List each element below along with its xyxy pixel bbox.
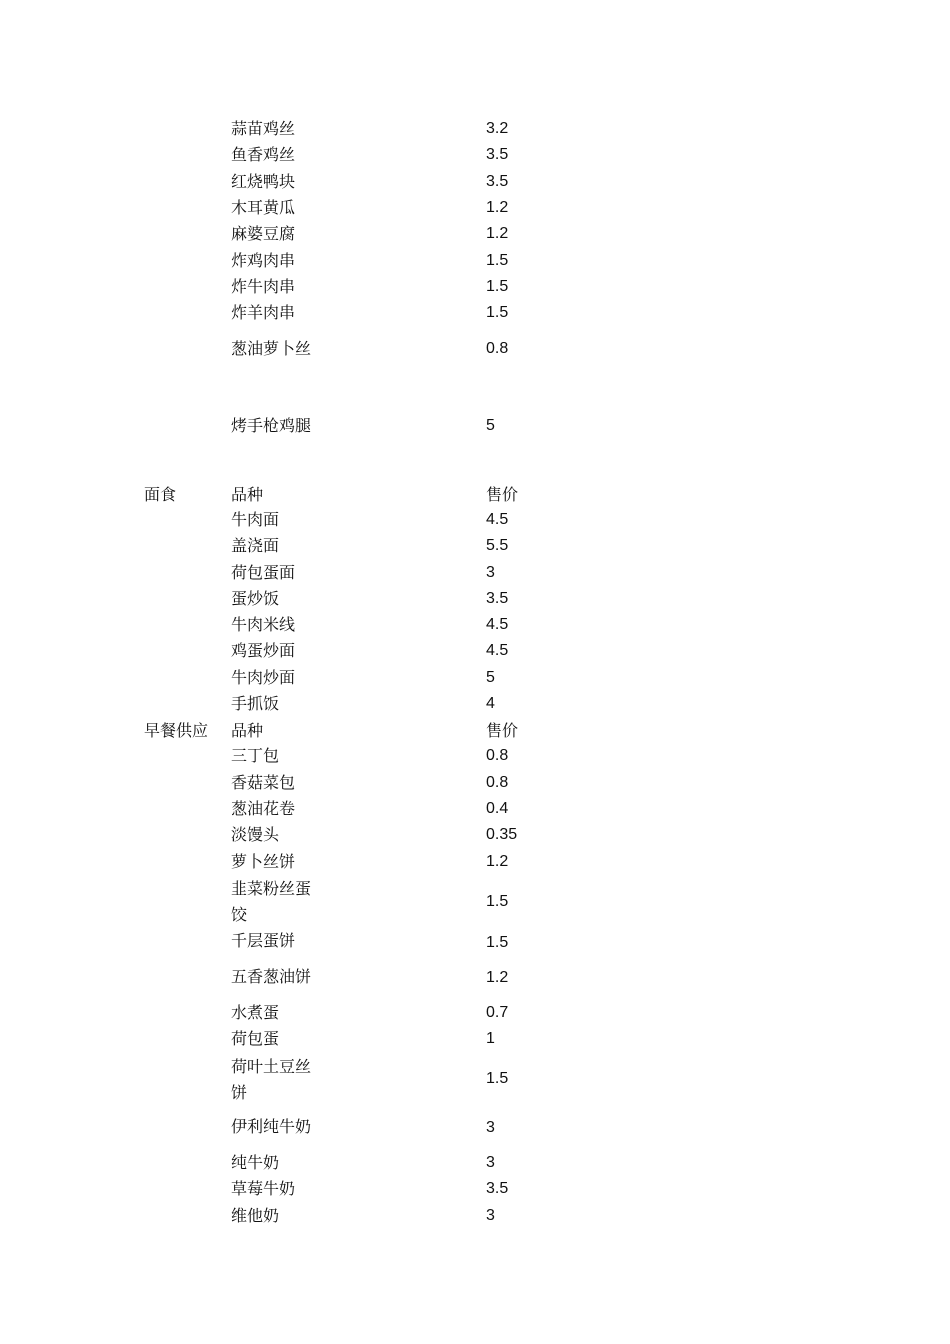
item-name: 炸牛肉串 [231, 277, 296, 296]
item-name: 红烧鸭块 [231, 172, 296, 191]
item-name: 萝卜丝饼 [231, 852, 296, 871]
item-name: 炸鸡肉串 [231, 251, 296, 270]
item-name: 牛肉米线 [231, 615, 296, 634]
item-name: 香菇菜包 [231, 773, 296, 792]
item-price: 3.5 [486, 173, 509, 190]
item-name: 荷包蛋 [231, 1029, 280, 1048]
item-name: 盖浇面 [231, 536, 280, 555]
item-price: 1.2 [486, 969, 509, 986]
item-name: 三丁包 [231, 746, 280, 765]
item-price: 3.2 [486, 120, 509, 137]
item-name: 韭菜粉丝蛋饺 [231, 879, 312, 924]
item-price: 0.7 [486, 1004, 509, 1021]
item-price: 1 [486, 1030, 495, 1047]
item-name: 葱油萝卜丝 [231, 339, 312, 358]
item-price: 1.2 [486, 199, 509, 216]
item-name: 维他奶 [231, 1206, 280, 1225]
item-price: 0.4 [486, 800, 509, 817]
item-price: 5.5 [486, 537, 509, 554]
column-header-name: 品种 [231, 485, 264, 504]
item-price: 1.5 [486, 893, 509, 910]
item-price: 3 [486, 564, 495, 581]
column-header-name: 品种 [231, 721, 264, 740]
item-price: 3.5 [486, 146, 509, 163]
item-price: 4 [486, 695, 495, 712]
item-price: 5 [486, 417, 495, 434]
item-price: 0.8 [486, 774, 509, 791]
item-name: 麻婆豆腐 [231, 224, 296, 243]
item-price: 4.5 [486, 642, 509, 659]
item-price: 5 [486, 669, 495, 686]
item-name: 牛肉炒面 [231, 668, 296, 687]
item-price: 3 [486, 1119, 495, 1136]
item-price: 1.5 [486, 278, 509, 295]
item-name: 葱油花卷 [231, 799, 296, 818]
item-name: 荷叶土豆丝饼 [231, 1057, 312, 1102]
item-name: 纯牛奶 [231, 1153, 280, 1172]
item-price: 4.5 [486, 616, 509, 633]
item-name: 鱼香鸡丝 [231, 145, 296, 164]
item-name: 千层蛋饼 [231, 931, 296, 950]
item-price: 1.5 [486, 252, 509, 269]
item-price: 1.5 [486, 304, 509, 321]
item-price: 0.8 [486, 747, 509, 764]
item-price: 1.2 [486, 225, 509, 242]
column-header-price: 售价 [486, 485, 519, 504]
item-name: 木耳黄瓜 [231, 198, 296, 217]
item-name: 蛋炒饭 [231, 589, 280, 608]
item-price: 1.5 [486, 934, 509, 951]
item-name: 五香葱油饼 [231, 967, 312, 986]
item-name: 蒜苗鸡丝 [231, 119, 296, 138]
item-name: 牛肉面 [231, 510, 280, 529]
column-header-price: 售价 [486, 721, 519, 740]
item-name: 淡馒头 [231, 825, 280, 844]
item-price: 0.35 [486, 826, 518, 843]
item-name: 水煮蛋 [231, 1003, 280, 1022]
item-price: 4.5 [486, 511, 509, 528]
item-name: 手抓饭 [231, 694, 280, 713]
item-name: 鸡蛋炒面 [231, 641, 296, 660]
item-price: 1.2 [486, 853, 509, 870]
category-label: 面食 [144, 485, 177, 504]
category-label: 早餐供应 [144, 721, 209, 740]
item-price: 3 [486, 1154, 495, 1171]
item-price: 0.8 [486, 340, 509, 357]
item-price: 3.5 [486, 590, 509, 607]
item-price: 3.5 [486, 1180, 509, 1197]
item-name: 炸羊肉串 [231, 303, 296, 322]
item-name: 荷包蛋面 [231, 563, 296, 582]
item-price: 3 [486, 1207, 495, 1224]
item-name: 烤手枪鸡腿 [231, 416, 312, 435]
item-name: 草莓牛奶 [231, 1179, 296, 1198]
item-name: 伊利纯牛奶 [231, 1117, 312, 1136]
item-price: 1.5 [486, 1070, 509, 1087]
